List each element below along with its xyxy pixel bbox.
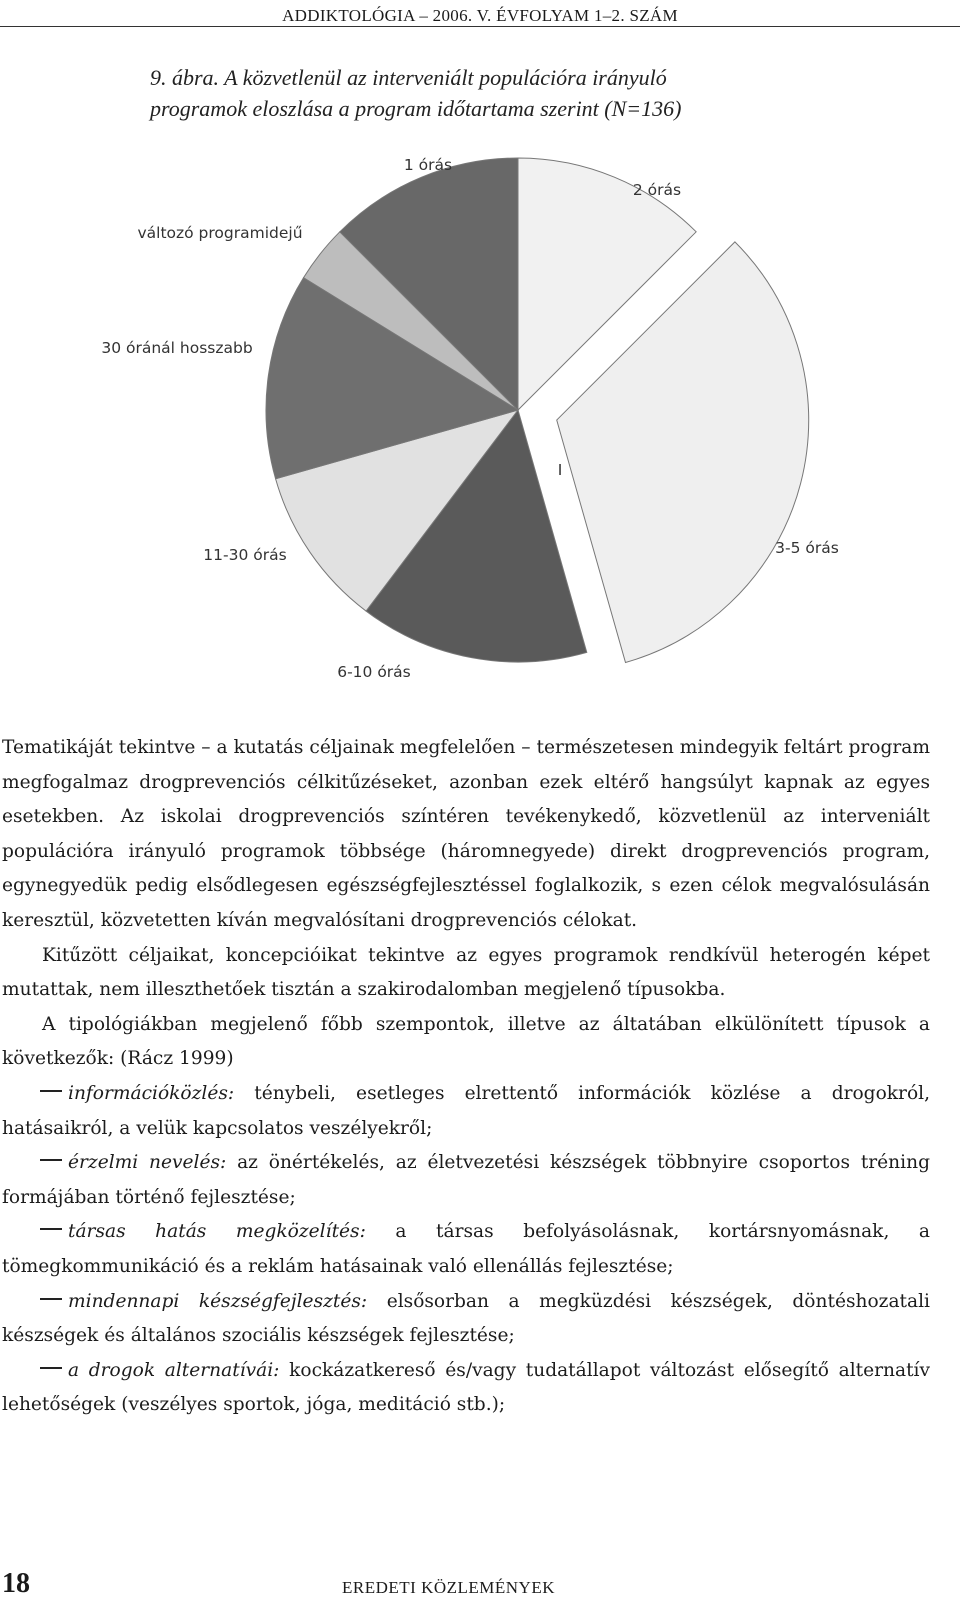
footer-section-title: EREDETI KÖZLEMÉNYEK xyxy=(342,1578,555,1597)
paragraph-1-b: Az iskolai drogprevenciós színtéren tevékenykedő, közvetlenül az interveniált populációra irányuló programok többsége (háromnegyede) direkt drogprevenciós program, egynegyedük pedig elsődlegesen egészségfejlesztéssel foglalkozik, s ezen célok megvalósulásán keresztül, közvetetten kíván megvalósítani drogprevenciós célokat. xyxy=(2,806,930,931)
figure-caption-line-1: 9. ábra. A közvetlenül az interveniált populációra irányuló xyxy=(150,65,667,90)
figure-caption-line-2: programok eloszlása a program időtartama szerint (N=136) xyxy=(150,96,682,121)
list-term: mindennapi készségfejlesztés: xyxy=(68,1290,368,1312)
pie-label-6-10-oras: 6-10 órás xyxy=(337,663,411,681)
list-item xyxy=(2,1077,930,1146)
list-text: elsősorban a megküzdési készségek, döntéshozatali készségek és általános szociális készségek fejlesztése; xyxy=(2,1290,930,1347)
list-term: a drogok alternatívái: xyxy=(68,1359,280,1381)
dash-icon xyxy=(40,1367,62,1369)
body-text xyxy=(2,731,930,1423)
list-item xyxy=(2,1285,930,1354)
dash-icon xyxy=(40,1090,62,1092)
list-term: érzelmi nevelés: xyxy=(68,1152,227,1174)
list-item xyxy=(2,1215,930,1284)
list-item xyxy=(2,1146,930,1215)
list-text: kockázatkereső és/vagy tudatállapot változást elősegítő alternatív lehetőségek (veszélyes sportok, jóga, meditáció stb.); xyxy=(2,1359,930,1416)
list-term: társas hatás megközelítés: xyxy=(68,1221,366,1243)
pie-label-2-oras: 2 órás xyxy=(632,181,682,199)
list-text: ténybeli, esetleges elrettentő információk közlése a drogokról, hatásaikról, a velük kapcsolatos veszélyekről; xyxy=(2,1082,930,1139)
pie-label-valtozo-programideju: változó programidejű xyxy=(137,224,303,242)
figure-caption xyxy=(150,62,850,124)
paragraph-2: Kitűzött céljaikat, koncepcióikat tekintve az egyes programok rendkívül heterogén képet mutattak, nem illeszthetőek tisztán a szakirodalomban megjelenő típusokba. xyxy=(2,944,930,1001)
list-term: információközlés: xyxy=(68,1082,235,1104)
list-item xyxy=(2,1354,930,1423)
paragraph-1-a: Tematikáját tekintve – a kutatás céljainak megfelelően – természetesen mindegyik feltárt program megfogalmaz drogprevenciós célkitűzéseket, azonban ezek eltérő hangsúlyt kapnak az egyes esetekben. xyxy=(2,737,930,828)
page-number: 18 xyxy=(2,1568,30,1599)
pie-chart xyxy=(0,140,960,700)
running-header: ADDIKTOLÓGIA – 2006. V. ÉVFOLYAM 1–2. SZÁM xyxy=(282,6,678,25)
list-text: a társas befolyásolásnak, kortársnyomásnak, a tömegkommunikáció és a reklám hatásainak való ellenállás fejlesztése; xyxy=(2,1221,930,1277)
dash-icon xyxy=(40,1159,62,1161)
header-rule xyxy=(0,26,960,27)
paragraph-3: A tipológiákban megjelenő főbb szempontok, illetve az áltatában elkülönített típusok a következők: (Rácz 1999) xyxy=(2,1013,930,1070)
pie-label-11-30-oras: 11-30 órás xyxy=(203,546,287,564)
dash-icon xyxy=(40,1298,62,1300)
pie-label-30-oranal-hosszabb: 30 óránál hosszabb xyxy=(101,339,253,357)
pie-label-1-oras: 1 órás xyxy=(403,156,453,174)
pie-chart-svg xyxy=(0,140,960,700)
paragraph-1 xyxy=(2,731,930,939)
pie-label-3-5-oras: 3-5 órás xyxy=(775,539,839,557)
list-text: az önértékelés, az életvezetési készségek többnyire csoportos tréning formájában történő fejlesztése; xyxy=(2,1152,930,1208)
pie-annotation: I xyxy=(557,461,563,479)
dash-icon xyxy=(40,1228,62,1230)
